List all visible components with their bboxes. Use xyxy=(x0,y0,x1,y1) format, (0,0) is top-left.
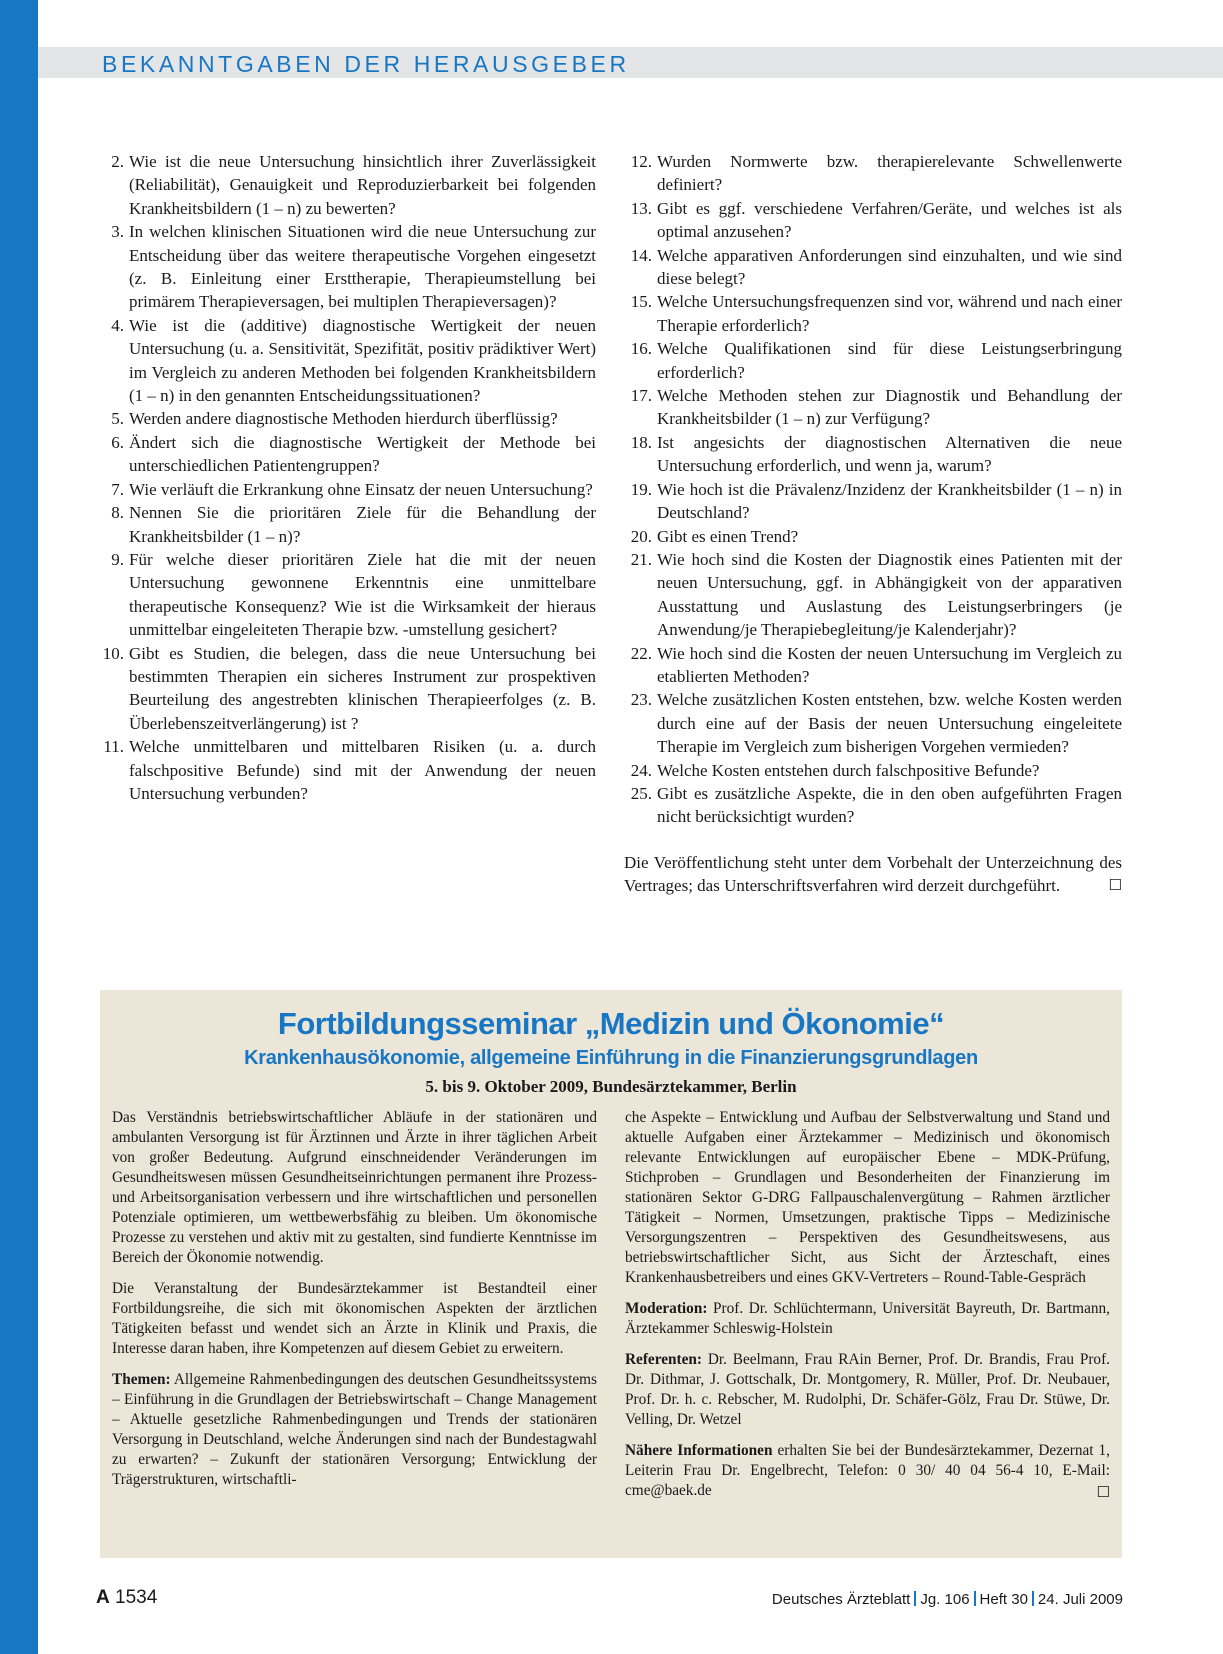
question-number: 17. xyxy=(630,386,652,406)
question-text: Für welche dieser prioritären Ziele hat die mit der neuen Untersuchung gewonnene Erkenntnis eine unmittelbare therapeutische Konsequenz? Wie ist die Wirksamkeit der hieraus unmittelbar eingeleiteten Therapie bzw. -umstellung gesichert? xyxy=(129,549,596,640)
page-number-value: 1534 xyxy=(115,1587,158,1608)
question-text: Welche Qualifikationen sind für diese Leistungserbringung erforderlich? xyxy=(657,339,1122,382)
question-text: Welche Methoden stehen zur Diagnostik und Behandlung der Krankheitsbilder (1 – n) zur Verfügung? xyxy=(657,386,1122,429)
page-prefix: A xyxy=(96,1587,110,1608)
question-number: 14. xyxy=(630,245,652,265)
moderation-text: Prof. Dr. Schlüchtermann, Universität Bayreuth, Dr. Bartmann, Ärztekammer Schleswig-Holstein xyxy=(625,1300,1110,1337)
question-item xyxy=(624,244,1122,291)
question-number: 20. xyxy=(630,526,652,546)
footer-separator xyxy=(974,1591,976,1606)
info-text: erhalten Sie bei der Bundesärztekammer, Dezernat 1, Leiterin Frau Dr. Engelbrecht, Telefon: 0 30/ 40 04 56-4 10, E-Mail: cme@baek.de xyxy=(625,1442,1110,1499)
question-text: Welche Untersuchungsfrequenzen sind vor, während und nach einer Therapie erforderlich? xyxy=(657,292,1122,335)
question-item xyxy=(624,642,1122,689)
question-text: Gibt es einen Trend? xyxy=(657,526,799,546)
question-item xyxy=(624,150,1122,197)
journal-date: 24. Juli 2009 xyxy=(1037,1591,1123,1608)
referenten-label: Referenten: xyxy=(625,1351,703,1368)
question-number: 16. xyxy=(630,339,652,359)
question-number: 18. xyxy=(630,432,652,452)
question-number: 9. xyxy=(111,549,124,569)
question-text: Welche Kosten entstehen durch falschpositive Befunde? xyxy=(657,760,1040,780)
question-text: Gibt es ggf. verschiedene Verfahren/Geräte, und welches ist als optimal anzusehen? xyxy=(657,198,1122,242)
question-number: 19. xyxy=(630,479,652,499)
page-number xyxy=(96,1587,157,1609)
seminar-series: Die Veranstaltung der Bundesärztekammer ist Bestandteil einer Fortbildungsreihe, die sich mit ökonomischen Aspekten der ärztlichen Tätigkeiten befasst und wendet sich an Ärzte in Klinik und Praxis, die Interesse daran haben, ihre Kompetenzen auf diesem Gebiet zu erweitern. xyxy=(112,1280,597,1357)
seminar-intro: Das Verständnis betriebswirtschaftlicher Abläufe in der stationären und ambulanten Versorgung ist für Ärztinnen und Ärzte in ihrer täglichen Arbeit von großer Bedeutung. Aufgrund einschneidender Veränderungen im Gesundheitswesen müssen Gesundheitseinrichtungen permanent ihre Prozess- und Arbeitsorganisation verbessern und ihre wirtschaftlichen und personellen Potenziale optimieren, um wettbewerbsfähig zu bleiben. Um ökonomische Prozesse zu verstehen und aktiv mit zu gestalten, sind fundierte Kenntnisse im Bereich der Ökonomie notwendig. xyxy=(112,1109,597,1266)
moderation-label: Moderation: xyxy=(625,1300,708,1317)
closing-text: Die Veröffentlichung steht unter dem Vorbehalt der Unterzeichnung des Vertrages; das Unterschriftsverfahren wird derzeit durchgeführt. xyxy=(624,852,1122,896)
closing-paragraph xyxy=(624,851,1122,898)
questions-column-right xyxy=(624,150,1122,915)
journal-volume: Jg. 106 xyxy=(920,1591,970,1608)
question-list-right xyxy=(624,150,1122,829)
themen-label: Themen: xyxy=(112,1371,171,1388)
question-number: 13. xyxy=(630,198,652,218)
question-item xyxy=(624,337,1122,384)
question-item xyxy=(624,197,1122,244)
question-text: Ist angesichts der diagnostischen Alternativen die neue Untersuchung erforderlich, und wenn ja, warum? xyxy=(657,432,1122,476)
question-number: 24. xyxy=(630,760,652,780)
question-item xyxy=(96,735,596,805)
question-number: 11. xyxy=(103,737,124,757)
question-item xyxy=(96,431,596,478)
themen-text-part2: che Aspekte – Entwicklung und Aufbau der Selbstverwaltung und Stand und aktuelle Aufgaben einer Ärztekammer – Medizinisch und ökonomisch relevante Entwicklungen auf europäischer Ebene – MDK-Prüfung, Stichproben – Grundlagen und Besonderheiten der Finanzierung im stationären Sektor G-DRG Fallpauschalenvergütung – Rahmen ärztlicher Tätigkeit – Normen, Umsetzungen, praktische Tipps – Medizinische Versorgungszentren – Perspektiven des Gesundheitswesens, aus betriebswirtschaftlicher Sicht, aus Sicht der Ärzteschaft, eines Krankenhausbetreibers und eines GKV-Vertreters – Round-Table-Gespräch xyxy=(625,1109,1110,1286)
question-number: 6. xyxy=(111,432,124,452)
question-number: 12. xyxy=(630,152,652,171)
question-item xyxy=(96,501,596,548)
question-item xyxy=(624,384,1122,431)
questions-column-left xyxy=(96,150,596,805)
referenten-text: Dr. Beelmann, Frau RAin Berner, Prof. Dr. Brandis, Frau Prof. Dr. Dithmar, J. Gottschalk, Dr. Montgomery, R. Müller, Prof. Dr. Neubauer, Prof. Dr. h. c. Rebscher, M. Rudolphi, Dr. Schäfer-Gölz, Frau Dr. Stüwe, Dr. Velling, Dr. Wetzel xyxy=(625,1351,1110,1428)
question-text: Gibt es zusätzliche Aspekte, die in den oben aufgeführten Fragen nicht berücksichtigt wurden? xyxy=(657,783,1122,827)
question-item xyxy=(96,478,596,501)
question-text: Welche apparativen Anforderungen sind einzuhalten, und wie sind diese belegt? xyxy=(657,245,1122,289)
question-item xyxy=(96,220,596,314)
question-text: Wie verläuft die Erkrankung ohne Einsatz der neuen Untersuchung? xyxy=(129,479,593,499)
seminar-column-right xyxy=(625,1108,1110,1512)
question-item xyxy=(624,525,1122,548)
question-list-left xyxy=(96,150,596,805)
question-number: 25. xyxy=(630,783,652,803)
question-item xyxy=(624,688,1122,758)
themen-text-part1: Allgemeine Rahmenbedingungen des deutschen Gesundheitssystems – Einführung in die Grundlagen der Betriebswirtschaft – Change Management – Aktuelle gesetzliche Rahmenbedingungen und Trends der stationären Versorgung in Deutschland, welche Änderungen sind nach der Bundestagwahl zu erwarten? – Zukunft der stationären Versorgung; Entwicklung der Trägerstrukturen, wirtschaftli- xyxy=(112,1371,597,1488)
question-number: 10. xyxy=(102,643,124,663)
question-text: Werden andere diagnostische Methoden hierdurch überflüssig? xyxy=(129,409,558,429)
journal-issue: Heft 30 xyxy=(979,1591,1028,1608)
question-text: Gibt es Studien, die belegen, dass die neue Untersuchung bei bestimmten Therapien ein sicheres Instrument zur prospektiven Beurteilung des angestrebten klinischen Therapieerfolges (z. B. Überlebenszeitverlängerung) ist ? xyxy=(129,643,596,733)
question-number: 3. xyxy=(111,222,124,242)
question-number: 4. xyxy=(111,315,124,335)
question-text: In welchen klinischen Situationen wird die neue Untersuchung zur Entscheidung über das weitere therapeutische Vorgehen eingesetzt (z. B. Einleitung einer Ersttherapie, Therapieumstellung bei primärem Therapieversagen, bei multiplen Therapieversagen)? xyxy=(129,222,596,312)
question-text: Wie hoch ist die Prävalenz/Inzidenz der Krankheitsbilder (1 – n) in Deutschland? xyxy=(657,479,1122,523)
question-item xyxy=(96,314,596,408)
question-text: Wie hoch sind die Kosten der neuen Untersuchung im Vergleich zu etablierten Methoden? xyxy=(657,643,1122,686)
question-number: 23. xyxy=(630,690,652,710)
question-number: 5. xyxy=(111,409,124,429)
question-number: 22. xyxy=(630,643,652,663)
seminar-announcement-box xyxy=(100,990,1122,1558)
question-item xyxy=(624,290,1122,337)
question-item xyxy=(96,548,596,642)
seminar-info xyxy=(625,1441,1110,1501)
question-item xyxy=(96,407,596,430)
question-text: Welche unmittelbaren und mittelbaren Risiken (u. a. durch falschpositive Befunde) sind mit der Anwendung der neuen Untersuchung verbunden? xyxy=(129,737,596,803)
seminar-moderation xyxy=(625,1299,1110,1339)
footer-separator xyxy=(1032,1591,1034,1606)
seminar-referenten xyxy=(625,1350,1110,1430)
question-item xyxy=(624,782,1122,829)
question-text: Wie ist die (additive) diagnostische Wertigkeit der neuen Untersuchung (u. a. Sensitivität, Spezifität, positiv prädiktiver Wert) im Vergleich zu anderen Methoden bei folgenden Krankheitsbildern (1 – n) in den genannten Entscheidungssituationen? xyxy=(129,315,596,406)
seminar-subtitle: Krankenhausökonomie, allgemeine Einführung in die Finanzierungsgrundlagen xyxy=(244,1047,978,1069)
seminar-title: Fortbildungsseminar „Medizin und Ökonomie“ xyxy=(277,1006,945,1041)
seminar-column-left xyxy=(112,1108,597,1501)
end-of-box-icon: ☐ xyxy=(1096,1483,1110,1501)
journal-footer xyxy=(772,1590,1123,1610)
seminar-date: 5. bis 9. Oktober 2009, Bundesärztekammer, Berlin xyxy=(425,1077,797,1096)
end-of-article-icon: ☐ xyxy=(1108,876,1122,895)
question-text: Welche zusätzlichen Kosten entstehen, bzw. welche Kosten werden durch eine auf der Basis der neuen Untersuchung eingeleitete Therapie im Vergleich zum bisherigen Vorgehen vermieden? xyxy=(657,690,1122,757)
question-text: Wie ist die neue Untersuchung hinsichtlich ihrer Zuverlässigkeit (Reliabilität), Genauigkeit und Reproduzierbarkeit bei folgenden Krankheitsbildern (1 – n) zu bewerten? xyxy=(129,152,596,218)
question-number: 8. xyxy=(111,503,124,523)
question-number: 7. xyxy=(111,479,124,499)
question-item xyxy=(624,548,1122,642)
left-accent-bar xyxy=(0,0,38,1654)
question-item xyxy=(624,759,1122,782)
question-text: Wie hoch sind die Kosten der Diagnostik eines Patienten mit der neuen Untersuchung, ggf. in Abhängigkeit von der apparativen Ausstattung und Auslastung des Leistungserbringers (je Anwendung/je Therapiebegleitung/je Kalenderjahr)? xyxy=(657,549,1122,640)
question-number: 2. xyxy=(111,152,124,171)
info-label: Nähere Informationen xyxy=(625,1442,773,1459)
question-item xyxy=(624,431,1122,478)
question-text: Ändert sich die diagnostische Wertigkeit der Methode bei unterschiedlichen Patientengruppen? xyxy=(129,432,596,476)
footer-separator xyxy=(914,1591,916,1606)
section-header: BEKANNTGABEN DER HERAUSGEBER xyxy=(102,51,630,77)
question-text: Nennen Sie die prioritären Ziele für die Behandlung der Krankheitsbilder (1 – n)? xyxy=(129,503,596,546)
question-item xyxy=(96,642,596,736)
question-item xyxy=(624,478,1122,525)
question-item xyxy=(96,150,596,220)
journal-name: Deutsches Ärzteblatt xyxy=(771,1591,911,1608)
seminar-themen xyxy=(112,1370,597,1490)
question-text: Wurden Normwerte bzw. therapierelevante Schwellenwerte definiert? xyxy=(657,152,1122,195)
question-number: 15. xyxy=(630,292,652,312)
question-number: 21. xyxy=(630,549,652,569)
